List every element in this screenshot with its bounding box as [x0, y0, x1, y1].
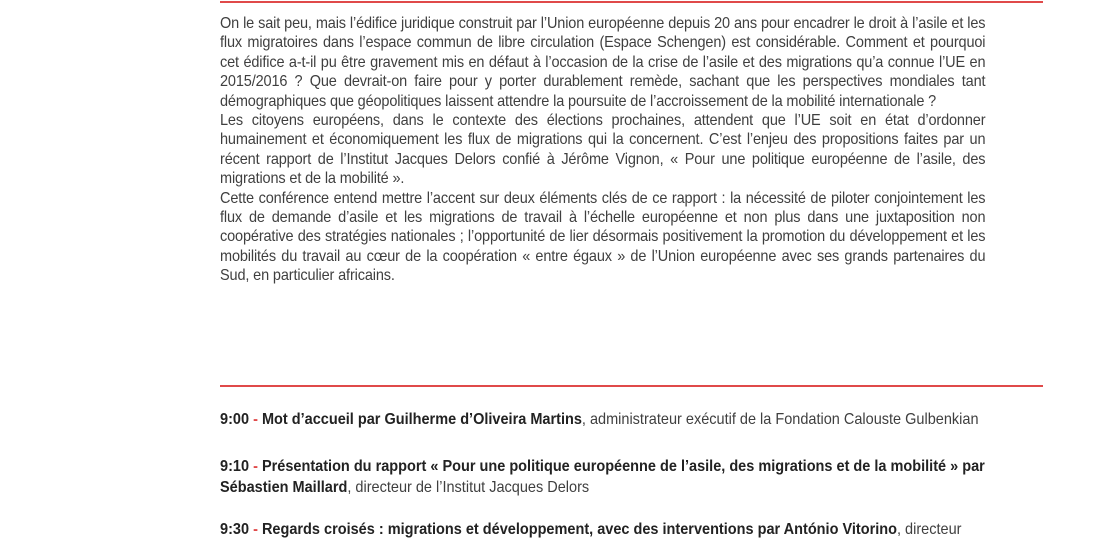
intro-paragraph-3: Cette conférence entend mettre l’accent sur deux éléments clés de ce rapport : la nécessité de piloter conjointement les flux de demande d’asile et les migrations de travail à l’échelle européenne et non plus dans une juxtaposition non coopérative des stratégies nationales ; l’opportunité de lier désormais positivement la promotion du développement et les mobilités du travail au cœur de la coopération « entre égaux » de l’Union européenne avec ses grands partenaires du Sud, en particulier africains.: [220, 189, 986, 285]
agenda-item: [220, 409, 992, 430]
agenda-item: [220, 456, 992, 498]
top-divider: [220, 1, 1043, 3]
agenda-title: Mot d’accueil par Guilherme d’Oliveira Martins: [261, 411, 582, 428]
intro-paragraph-1: On le sait peu, mais l’édifice juridique construit par l’Union européenne depuis 20 ans pour encadrer le droit à l’asile et les flux migratoires dans l’espace commun de libre circulation (Espace Schengen) est considérable. Comment et pourquoi cet édifice a-t-il pu être gravement mis en défaut à l’occasion de la crise de l’asile et des migrations qu’a connue l’UE en 2015/2016 ? Que devrait-on faire pour y porter durablement remède, sachant que les perspectives mondiales tant démographiques que géopolitiques laissent attendre la poursuite de l’accroissement de la mobilité internationale ?: [220, 15, 986, 110]
agenda-time: 9:30: [220, 521, 250, 538]
agenda-title: Présentation du rapport « Pour une politique européenne de l’asile, des migrations et de la mobilité » par Sébastien Maillard: [220, 458, 985, 496]
agenda-separator: -: [253, 458, 258, 475]
agenda-role: , directeur de l’Institut Jacques Delors: [347, 479, 590, 496]
intro-text: [220, 14, 985, 286]
intro-paragraph-2: Les citoyens européens, dans le contexte des élections prochaines, attendent que l’UE soit en état d’ordonner humainement et économiquement les flux de migrations qui la concernent. C’est l’enjeu des propositions faites par un récent rapport de l’Institut Jacques Delors confié à Jérôme Vignon, « Pour une politique européenne de l’asile, des migrations et de la mobilité ».: [220, 112, 986, 188]
agenda-role: , administrateur exécutif de la Fondation Calouste Gulbenkian: [581, 411, 979, 428]
agenda-time: 9:00: [220, 411, 250, 428]
agenda-separator: -: [253, 411, 258, 428]
agenda-separator: -: [253, 521, 258, 538]
agenda-role: , directeur: [896, 521, 962, 538]
agenda-time: 9:10: [220, 458, 250, 475]
agenda-title: Regards croisés : migrations et développement, avec des interventions par António Vitorino: [261, 521, 897, 538]
bottom-divider: [220, 385, 1043, 387]
